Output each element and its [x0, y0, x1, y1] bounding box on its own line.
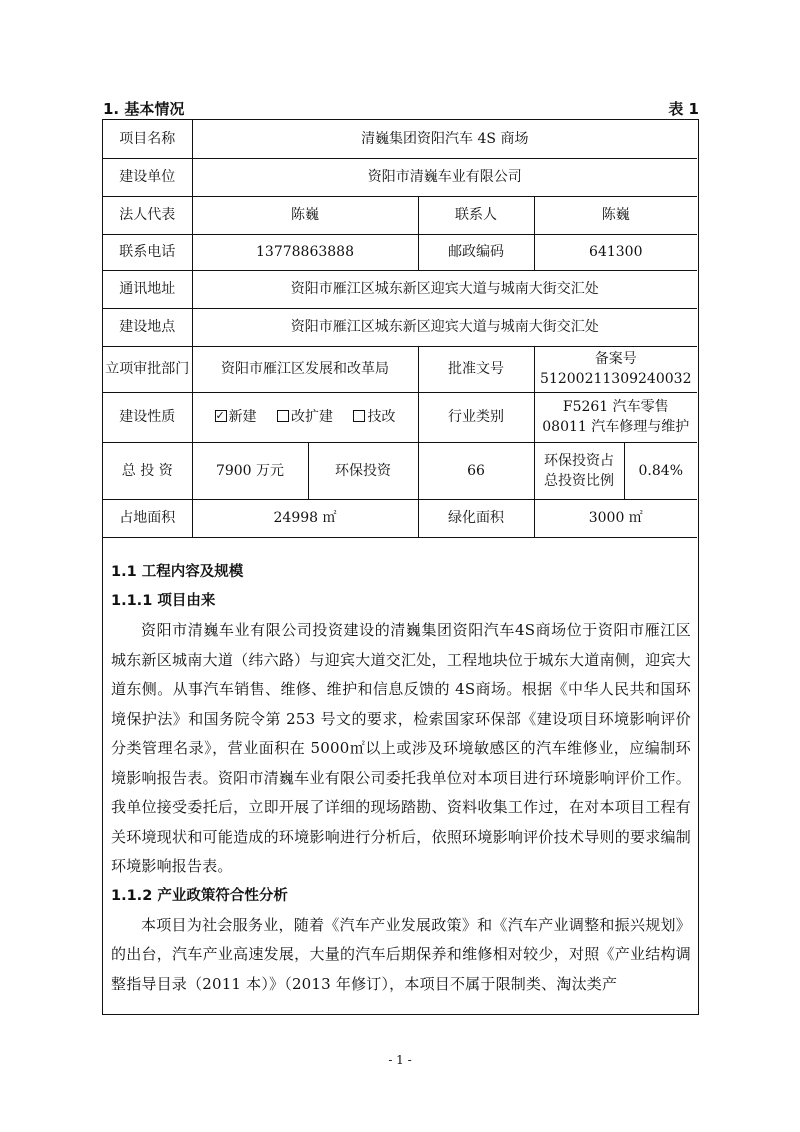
builder-label: 建设单位 [103, 158, 192, 196]
site-value: 资阳市雁江区城东新区迎宾大道与城南大街交汇处 [192, 308, 697, 346]
heading-1-1: 1.1 工程内容及规模 [111, 564, 244, 580]
section-title: 1. 基本情况 [103, 100, 185, 118]
legal-rep-label: 法人代表 [103, 196, 192, 234]
checkbox-new-checked[interactable] [215, 410, 227, 422]
industry-line2: 08011 汽车修理与维护 [542, 419, 690, 435]
project-name-value: 清巍集团资阳汽车 4S 商场 [192, 120, 697, 158]
approval-no-label: 批准文号 [418, 346, 534, 392]
industry-label: 行业类别 [418, 392, 534, 442]
nature-label: 建设性质 [103, 392, 192, 442]
project-name-label: 项目名称 [103, 120, 192, 158]
phone-value: 13778863888 [192, 234, 418, 270]
phone-label: 联系电话 [103, 234, 192, 270]
green-area-label: 绿化面积 [418, 499, 534, 537]
legal-rep-value: 陈巍 [192, 196, 418, 234]
industry-value [534, 392, 697, 442]
green-area-value: 3000 ㎡ [534, 499, 697, 537]
env-ratio-label-line2: 总投资比例 [544, 472, 614, 489]
industry-line1: F5261 汽车零售 [562, 399, 669, 415]
env-invest-label: 环保投资 [308, 442, 418, 499]
table-row [103, 499, 697, 537]
checkbox-expand[interactable] [277, 410, 289, 422]
env-invest-value: 66 [418, 442, 534, 499]
builder-value: 资阳市清巍车业有限公司 [192, 158, 697, 196]
heading-1-1-1: 1.1.1 项目由来 [111, 593, 216, 609]
table-row [103, 158, 697, 196]
env-ratio-label [534, 442, 624, 499]
approval-no-line1: 备案号 [594, 351, 637, 367]
address-label: 通讯地址 [103, 270, 192, 308]
postcode-label: 邮政编码 [418, 234, 534, 270]
paragraph-industry-policy: 本项目为社会服务业，随着《汽车产业发展政策》和《汽车产业调整和振兴规划》的出台，汽车产业高速发展，大量的汽车后期保养和维修相对较少，对照《产业结构调整指导目录（2011 本）》（2013 年修订），本项目不属于限制类、淘汰类产 [111, 915, 691, 993]
land-area-label: 占地面积 [103, 499, 192, 537]
table-row [103, 270, 697, 308]
table-row [103, 234, 697, 270]
contact-value: 陈巍 [534, 196, 697, 234]
approval-no-line2: 51200211309240032 [540, 371, 692, 387]
site-label: 建设地点 [103, 308, 192, 346]
nature-new-label: 新建 [228, 409, 257, 425]
address-value: 资阳市雁江区城东新区迎宾大道与城南大街交汇处 [192, 270, 697, 308]
postcode-value: 641300 [534, 234, 697, 270]
heading-1-1-2: 1.1.2 产业政策符合性分析 [111, 887, 288, 904]
total-invest-value: 7900 万元 [192, 442, 308, 499]
basic-info-table [103, 120, 697, 538]
table-row [103, 196, 697, 234]
table-row [103, 346, 697, 392]
nature-options [192, 392, 418, 442]
document-frame [102, 119, 699, 1015]
table-row [103, 442, 697, 499]
page-header [103, 96, 699, 118]
approval-dept-label: 立项审批部门 [103, 346, 192, 392]
nature-expand-label: 改扩建 [291, 409, 333, 425]
approval-no-value [534, 346, 697, 392]
checkbox-renovate[interactable] [353, 410, 365, 422]
env-ratio-value: 0.84% [624, 442, 697, 499]
page-number: - 1 - [388, 1053, 412, 1067]
table-row [103, 392, 697, 442]
table-row [103, 120, 697, 158]
body-text [111, 558, 691, 999]
total-invest-label: 总 投 资 [103, 442, 192, 499]
table-number: 表 1 [668, 100, 699, 118]
nature-renovate-label: 技改 [367, 409, 396, 425]
contact-label: 联系人 [418, 196, 534, 234]
table-row [103, 308, 697, 346]
approval-dept-value: 资阳市雁江区发展和改革局 [192, 346, 418, 392]
land-area-value: 24998 ㎡ [192, 499, 418, 537]
env-ratio-label-line1: 环保投资占 [544, 452, 614, 469]
paragraph-project-origin: 资阳市清巍车业有限公司投资建设的清巍集团资阳汽车4S商场位于资阳市雁江区城东新区城南大道（纬六路）与迎宾大道交汇处，工程地块位于城东大道南侧，迎宾大道东侧。从事汽车销售、维修、维护和信息反馈的 4S商场。根据《中华人民共和国环境保护法》和国务院令第 253 号文的要求，检索国家环保部《建设项目环境影响评价分类管理名录》，营业面积在 5000㎡以上或涉及环境敏感区的汽车维修业，应编制环境影响报告表。资阳市清巍车业有限公司委托我单位对本项目进行环境影响评价工作。我单位接受委托后，立即开展了详细的现场踏勘、资料收集工作过，在对本项目工程有关环境现状和可能造成的环境影响进行分析后，依照环境影响评价技术导则的要求编制环境影响报告表。 [111, 621, 691, 875]
